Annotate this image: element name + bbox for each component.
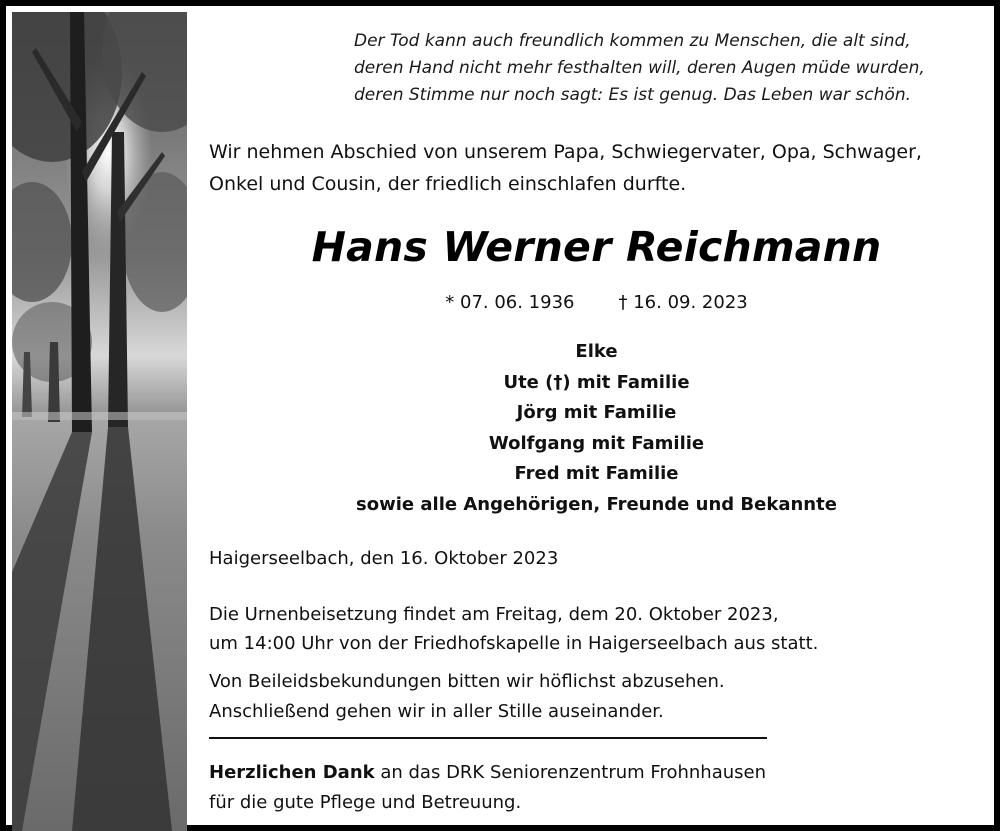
mourner-entry: Wolfgang mit Familie bbox=[488, 432, 705, 454]
mourners-list bbox=[209, 337, 984, 520]
mourner-entry: sowie alle Angehörigen, Freunde und Bekannte bbox=[356, 493, 837, 515]
thanks-note bbox=[209, 758, 984, 818]
quote-line: Der Tod kann auch freundlich kommen zu Menschen, die alt sind, bbox=[354, 31, 911, 51]
birth-date: * 07. 06. 1936 bbox=[445, 292, 575, 313]
mourner-entry: Elke bbox=[575, 341, 618, 362]
burial-info bbox=[209, 600, 984, 658]
condolence-line: Anschließend gehen wir in aller Stille auseinander. bbox=[209, 701, 664, 722]
quote-line: deren Hand nicht mehr festhalten will, deren Augen müde wurden, bbox=[354, 58, 925, 78]
condolence-line: Von Beileidsbekundungen bitten wir höflichst abzusehen. bbox=[209, 671, 725, 692]
quote-line: deren Stimme nur noch sagt: Es ist genug. Das Leben war schön. bbox=[354, 85, 911, 105]
memorial-quote bbox=[354, 28, 974, 109]
park-trees-photo bbox=[12, 12, 187, 831]
farewell-intro bbox=[209, 136, 984, 200]
place-and-date: Haigerseelbach, den 16. Oktober 2023 bbox=[209, 548, 559, 569]
burial-line: Die Urnenbeisetzung findet am Freitag, dem 20. Oktober 2023, bbox=[209, 604, 779, 625]
mourner-entry: Fred mit Familie bbox=[514, 463, 679, 484]
intro-line: Wir nehmen Abschied von unserem Papa, Schwiegervater, Opa, Schwager, bbox=[209, 141, 922, 163]
mourner-entry: Ute (†) mit Familie bbox=[503, 371, 690, 393]
mourner-entry: Jörg mit Familie bbox=[516, 402, 677, 423]
notice-content bbox=[209, 12, 984, 831]
sunlit-park-trees-image bbox=[12, 12, 187, 831]
death-date: † 16. 09. 2023 bbox=[618, 292, 748, 313]
thanks-bold: Herzlichen Dank bbox=[209, 762, 375, 783]
thanks-text: an das DRK Seniorenzentrum Frohnhausen bbox=[374, 762, 767, 783]
burial-line: um 14:00 Uhr von der Friedhofskapelle in Haigerseelbach aus statt. bbox=[209, 633, 819, 654]
condolence-note bbox=[209, 667, 984, 727]
divider-line bbox=[209, 737, 767, 739]
intro-line: Onkel und Cousin, der friedlich einschlafen durfte. bbox=[209, 173, 687, 195]
life-dates bbox=[209, 290, 984, 316]
deceased-name: Hans Werner Reichmann bbox=[311, 223, 882, 271]
thanks-line: für die gute Pflege und Betreuung. bbox=[209, 792, 522, 813]
